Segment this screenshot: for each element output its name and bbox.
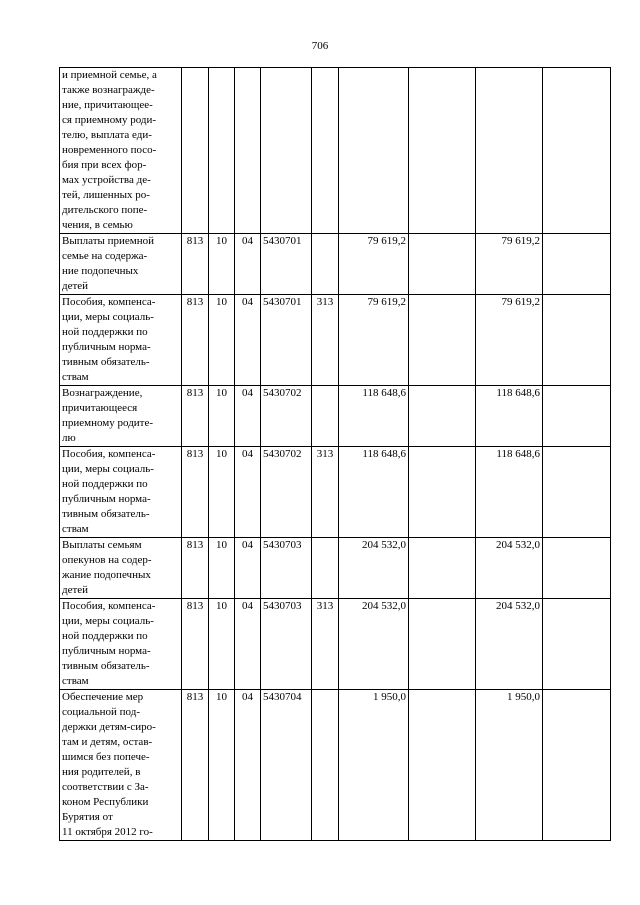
ministry-code-cell: 813 [182,234,209,295]
item-name-line: социальной под- [62,706,140,718]
item-name-line: Пособия, компенса- [62,296,156,308]
amount-cell: 118 648,6 [339,386,409,447]
ministry-code-cell [182,68,209,234]
item-name-line: ствам [62,523,89,535]
item-name-line: чения, в семью [62,219,133,231]
item-name-line: Пособия, компенса- [62,448,156,460]
target-article-cell [261,68,312,234]
target-article-cell: 5430703 [261,538,312,599]
item-name-line: ние подопечных [62,265,139,277]
section-code-cell: 10 [209,295,235,386]
table-row [60,690,611,841]
item-name-line: соответствии с За- [62,781,149,793]
amount-total-cell [476,68,543,234]
section-code-cell: 10 [209,538,235,599]
target-article-cell: 5430704 [261,690,312,841]
item-name-line: дительского попе- [62,204,148,216]
item-name-line: Бурятия от [62,811,113,823]
amount-total-cell: 1 950,0 [476,690,543,841]
amount-cell: 79 619,2 [339,295,409,386]
amount-change-cell [409,447,476,538]
item-name-line: телю, выплата еди- [62,129,152,141]
amount-extra-cell [543,447,611,538]
item-name-line: публичным норма- [62,645,151,657]
item-name-line: публичным норма- [62,341,151,353]
amount-cell [339,68,409,234]
item-name-line: ствам [62,675,89,687]
item-name-line: и приемной семье, а [62,69,157,81]
section-code-cell: 10 [209,386,235,447]
target-article-cell: 5430701 [261,234,312,295]
amount-total-cell: 118 648,6 [476,386,543,447]
amount-change-cell [409,234,476,295]
item-name-line: семье на содержа- [62,250,148,262]
item-name-line: Выплаты приемной [62,235,155,247]
item-name-line: ной поддержки по [62,478,148,490]
amount-change-cell [409,599,476,690]
table-row [60,234,611,295]
item-name-line: новременного посо- [62,144,157,156]
amount-change-cell [409,538,476,599]
item-name-cell [60,68,182,234]
section-code-cell: 10 [209,447,235,538]
item-name-line: тивным обязатель- [62,356,150,368]
item-name-line: лю [62,432,76,444]
subsection-code-cell: 04 [235,295,261,386]
item-name-line: ции, меры социаль- [62,463,154,475]
expense-type-cell [312,68,339,234]
page-number: 706 [311,40,329,52]
ministry-code-cell: 813 [182,538,209,599]
item-name-cell [60,234,182,295]
subsection-code-cell: 04 [235,538,261,599]
amount-change-cell [409,690,476,841]
amount-extra-cell [543,690,611,841]
item-name-line: также вознагражде- [62,84,155,96]
amount-extra-cell [543,599,611,690]
amount-extra-cell [543,386,611,447]
table-row [60,599,611,690]
expense-type-cell [312,538,339,599]
amount-cell: 204 532,0 [339,538,409,599]
item-name-cell [60,599,182,690]
item-name-line: ной поддержки по [62,326,148,338]
item-name-line: Пособия, компенса- [62,600,156,612]
item-name-line: приемному родите- [62,417,154,429]
item-name-line: причитающееся [62,402,138,414]
item-name-line: ции, меры социаль- [62,615,154,627]
amount-cell: 204 532,0 [339,599,409,690]
item-name-line: 11 октября 2012 го- [62,826,153,838]
amount-total-cell: 118 648,6 [476,447,543,538]
item-name-cell [60,447,182,538]
item-name-line: опекунов на содер- [62,554,152,566]
amount-total-cell: 79 619,2 [476,234,543,295]
item-name-line: ции, меры социаль- [62,311,154,323]
item-name-line: ся приемному роди- [62,114,157,126]
ministry-code-cell: 813 [182,295,209,386]
ministry-code-cell: 813 [182,447,209,538]
amount-extra-cell [543,538,611,599]
item-name-line: публичным норма- [62,493,151,505]
subsection-code-cell: 04 [235,386,261,447]
item-name-line: ствам [62,371,89,383]
amount-total-cell: 204 532,0 [476,599,543,690]
amount-change-cell [409,68,476,234]
item-name-line: там и детям, остав- [62,736,153,748]
table-row [60,447,611,538]
subsection-code-cell: 04 [235,599,261,690]
section-code-cell: 10 [209,234,235,295]
item-name-line: шимся без попече- [62,751,150,763]
budget-table [59,67,611,841]
table-row [60,386,611,447]
expense-type-cell: 313 [312,295,339,386]
amount-extra-cell [543,68,611,234]
amount-total-cell: 204 532,0 [476,538,543,599]
item-name-line: Обеспечение мер [62,691,144,703]
item-name-line: ной поддержки по [62,630,148,642]
item-name-line: тей, лишенных ро- [62,189,150,201]
target-article-cell: 5430703 [261,599,312,690]
expense-type-cell [312,386,339,447]
target-article-cell: 5430702 [261,386,312,447]
item-name-line: мах устройства де- [62,174,151,186]
section-code-cell: 10 [209,599,235,690]
item-name-line: тивным обязатель- [62,660,150,672]
target-article-cell: 5430702 [261,447,312,538]
item-name-line: тивным обязатель- [62,508,150,520]
section-code-cell [209,68,235,234]
item-name-cell [60,690,182,841]
amount-total-cell: 79 619,2 [476,295,543,386]
item-name-line: ния родителей, в [62,766,141,778]
table-row [60,295,611,386]
item-name-line: держки детям-сиро- [62,721,156,733]
item-name-line: ние, причитающее- [62,99,153,111]
amount-cell: 79 619,2 [339,234,409,295]
table-row [60,68,611,234]
item-name-line: бия при всех фор- [62,159,147,171]
ministry-code-cell: 813 [182,690,209,841]
item-name-line: Вознаграждение, [62,387,143,399]
item-name-cell [60,386,182,447]
expense-type-cell: 313 [312,599,339,690]
amount-change-cell [409,386,476,447]
section-code-cell: 10 [209,690,235,841]
item-name-line: жание подопечных [62,569,151,581]
ministry-code-cell: 813 [182,386,209,447]
target-article-cell: 5430701 [261,295,312,386]
table-row [60,538,611,599]
subsection-code-cell [235,68,261,234]
ministry-code-cell: 813 [182,599,209,690]
amount-cell: 118 648,6 [339,447,409,538]
expense-type-cell [312,690,339,841]
expense-type-cell [312,234,339,295]
item-name-line: коном Республики [62,796,149,808]
expense-type-cell: 313 [312,447,339,538]
subsection-code-cell: 04 [235,690,261,841]
amount-change-cell [409,295,476,386]
item-name-line: детей [62,584,89,596]
item-name-line: Выплаты семьям [62,539,142,551]
amount-extra-cell [543,295,611,386]
item-name-cell [60,295,182,386]
item-name-line: детей [62,280,89,292]
subsection-code-cell: 04 [235,234,261,295]
subsection-code-cell: 04 [235,447,261,538]
amount-extra-cell [543,234,611,295]
amount-cell: 1 950,0 [339,690,409,841]
item-name-cell [60,538,182,599]
